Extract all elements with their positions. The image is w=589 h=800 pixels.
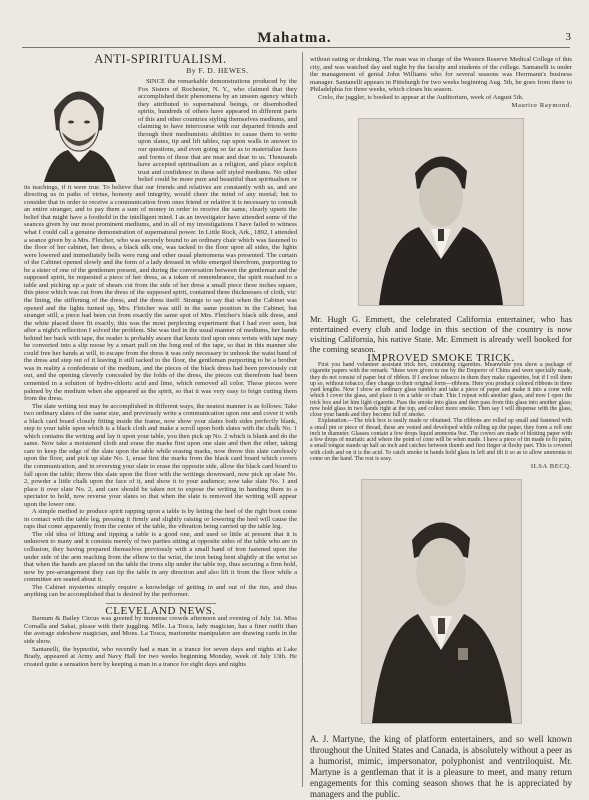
left-column [24,52,297,668]
article-paragraph: The old idea of lifting and tipping a table is a good one, and used so little at present that it is unknown to many and it consists merely of two parties sitting at opposite sides of the table who are in collusion, they having prepared themselves previously with a small band of iron fastened upon the under side of the arm reaching from the elbow to the wrist, the iron being bent slightly at the wrist so that when the hands are placed on the table the irons slip under the table top, thus securing a firm hold, now by pre-arrangement they can tip the table in any direction and also lift it from the floor while a committee are seated about it. [24,530,297,584]
byline: By F. D. HEWES. [186,65,249,75]
martyne-caption: A. J. Martyne, the king of platform entertainers, and so well known throughout the United States and Canada, is absolutely without a peer as a humorist, mimic, impersonator, polyphonist and ventriloquist. Mr. Martyne is a gentleman that it is a pleasure to meet, and many return engagements for this coming season shows that he is appreciated by managers and the public. [310,733,572,799]
article-paragraph: Santanelli, the hypnotist, who recently had a man in a trance for seven days and nights at Lake Brady, appeared at Army and Navy Hall for two weeks beginning Monday, week of July 13th. He created quite a sensation here by keeping a man in a trance for eight days and nights [24,645,297,668]
column-divider [302,52,303,787]
smoke-paragraph: Explanation.—The trick box is easily made or obtained. The ribbons are rolled up small and fastened with a small pin or piece of thread, these are vested and developed while rolling up the paper, they form a roll one inch in diameter. Glasses contain a few drops liquid ammonia 9oz. The covers are made of blotting paper with a few drops of muriatic acid where the point of cone will be when made. I have a piece of tin made to fit palm, a small tongue stands up half an inch and catches between thumb and first finger at fleshy part. This is covered with cloth and on it is the acid. To catch smoke in hands hold glass in left and tilt it so as to allow ammonia to come on the hand. The rest is easy. [310,418,572,462]
emmett-photo [358,118,524,306]
article-paragraph: The slate writing test may be accomplished in different ways, the neatest manner is as follows: Take two ordinary slates of the same size, and previously write a communication upon one and cover it with a black card board closely fitting inside the frame, now show your slates both sides perfectly blank, step to your table upon which is a black cloth and make a scroll upon both slates with the chalk No. 1 which contains the writing and lay it upon your table, you then pick up No. 2 which is blank and do the same. Now take a moistened cloth and erase the marks first upon one slate and then the other, taking care to keep the edge of the slate upon the table while erasing marks, now throw this slate carelessly upon the floor, and pick up slate No. 1, erase first the marks from the black card board which covers the communication, and in reversing your slate to erase the opposite side, allow the black card board to fall upon the table; throw this slate upon the floor with the writings downward, now pick up slate No. 2, powder a little chalk upon the face of it, and show it to your audience; now take slate No. 1 and place it over slate No. 2, and care should be taken not to expose the writing in handing them to a spectator to hold, now reverse your slates so that when the slate is removed the writing will appear upon the lower one. [24,402,297,508]
article-paragraph: Barnum & Bailey Circus was greeted by immense crowds afternoon and evening of July 1st. Miss Cornalla and Sakai, please with their juggling. Mlle. La Tosca, lady magician, has a finer outfit than the average sideshow magician, and Mons. La Tosca, marionette manipulator are drawing cards in the side show. [24,615,297,646]
article-title-cleveland-news: CLEVELAND NEWS. [105,604,216,617]
continued-paragraph: without eating or drinking. The man was in charge of the Western Reserve Medical College of this city, and was watched day and night by the faculty and students of the college. Santanelli is under the management of genial John Williams who for several seasons was Herrmann's business manager. Santanelli appears in Pittsburgh for two weeks beginning Aug. 5th, he goes from there to Philadelphia for three weeks, which closes his season. [310,56,572,94]
emmett-caption: Mr. Hugh G. Emmett, the celebrated California entertainer, who has entertained every club and lodge in this section of the country is now visiting California, his native State. Mr. Emmett is already well booked for the coming season. [310,313,572,355]
martyne-photo [361,479,522,724]
crelo-paragraph: Crelo, the juggler, is booked to appear at the Auditorium, week of August 5th. [318,93,524,101]
signature-maurice-raymond: Maurice Raymond. [511,102,572,110]
signature-ilsa-becq: ILSA BECQ. [530,463,572,471]
masthead: Mahatma. [257,30,332,46]
article-paragraph: SINCE the remarkable demonstrations produced by the Fox Sisters of Rochester, N. Y., who claimed that they accomplished their phenomena by an unseen agency which they attributed to supernatural beings, or disembodied spirits, hundreds of others have appeared in different parts of this and other countries styling themselves mediums, and claiming to have intercourse with our departed friends and through their mediumistic abilities to cause them to write upon slates, tip and lift tables, rap upon walls in answer to our questions, and even going so far as to materialize faces and forms of those that are near and dear to us. Thousands have accepted spiritualism as a religion, and place explicit trust and confidence in these self styled mediums. No other belief could be more pure and beautiful than spiritualism or its teachings, if it were true. To believe that our friends and relatives are constantly with us, and are directing us in paths of virtue, honesty and integrity, would cheer the mind of any mortal; but to consider that in order to receive a communication from ones friend or relative it is necessary to consult an entire stranger, and to pay them a sum of money in order to receive the same, clearly upsets the belief that might have a foothold in the intelligent mind. I as an investigator have attended some of the seances given by our most prominent mediums, and in all of my investigations I have failed to witness what I could call a genuine demonstration of supernatural power. In Little Rock, Ark., 1892, I attended a seance given by a Mrs. Fletcher, who was securely bound to an ordinary chair which was fastened to the floor of her cabinet, her dress, a black silk one, was tacked to the floor upon all sides, the lights were lowered and immediately bells were rung and other usual phenomena was presented. The curtain of the Cabinet opened slowly and the form of a lady dressed in white emerged therefrom, purporting to be a sister of one of the gentlemen present, and during the conversation between the gentleman and the supposed spirit, he requested a piece of her dress, as a token of remembrance, the spirit reached to a table and picking up a pair of shears cut from the side of her dress a small piece three inches square, this piece which was cut from the dress of the supposed spirit, contained three thicknesses of cloth, viz: the lining, the stiffening of the dress, and the dress itself. Strange to say that when the Cabinet was opened and the lights turned up, Mrs. Fletcher was still in the same position in the Cabinet, but stranger still, a piece had been cut from exactly the same spot of Mrs. Fletcher's black silk dress, and the white placed there fit exactly, this was the most perplexing experiment that I had ever seen, but after a night's reflection I solved the problem. She was tied in the usual manner of mediums, her hands behind her back with tape, the reader is probably aware that knots tied upon ones wrists with tape may be converted into a slip noose by a smart pull on the long end of the tape, so that in this manner she could free her hands at will, to escape from the dress it was only necessary to unhook the waist band of the dress and step out of it leaving it still tacked to the floor, the gentleman purporting to be a brother was in reality a confederate of the medium, and the pieces of the black dress had been previously cut out, and the opening cleverly concealed by the folds of the dress, the pieces cut therefrom had been cemented in a solution of hydro-chloric acid and lime, which removed all color. These pieces were palmed by the medium when she appeared as the spirit, so that it was very easy to feign cutting them from the dress. [24,78,297,403]
section-divider [106,603,216,604]
article-paragraph: The Cabinet mysteries simply require a knowledge of getting in and out of the ties, and thus anything can be accomplished that is desired by the performer. [24,583,297,599]
article-title-anti-spiritualism: ANTI-SPIRITUALISM. [94,52,227,66]
right-column [310,56,572,800]
header-rule [22,47,570,48]
smoke-paragraph: First you hand volunteer assistant trick box, containing cigarettes. Meanwhile you show a package of cigarette papers with the remark: "these were given to me by the Emperor of China and were specially made, they do not consist of paper but of ribbon. If I enclose tobacco in them they make cigarettes, but if I roll them up so, without tobacco, they change to their original form—ribbons. Here you produce colored ribbons in three yard lengths. Now I show an ordinary glass tumbler and take a piece of paper and make it into a cone with which I cover the glass, and place it on a table or chair. This I repeat with another glass, and now I open the trick box and let him light cigarette. Pass the smoke into glass and then pass from this glass into another glass; now hold glass in two hands right at the top, and collect more smoke. Then say I will dispense with the glass, close your hands and they become full of smoke. [310,362,572,419]
article-title-smoke-trick: IMPROVED SMOKE TRICK. [367,351,515,364]
article-paragraph: A simple method to produce spirit rapping upon a table is by letting the heel of the right boot come in contact with the table leg, pressing it firmly and slightly raising or lowering the heel will cause the raps that come apparently from the center of the table, the vibration being carried up the table leg. [24,508,297,531]
page-number: 3 [565,31,571,43]
hewes-portrait-illustration [24,70,132,182]
